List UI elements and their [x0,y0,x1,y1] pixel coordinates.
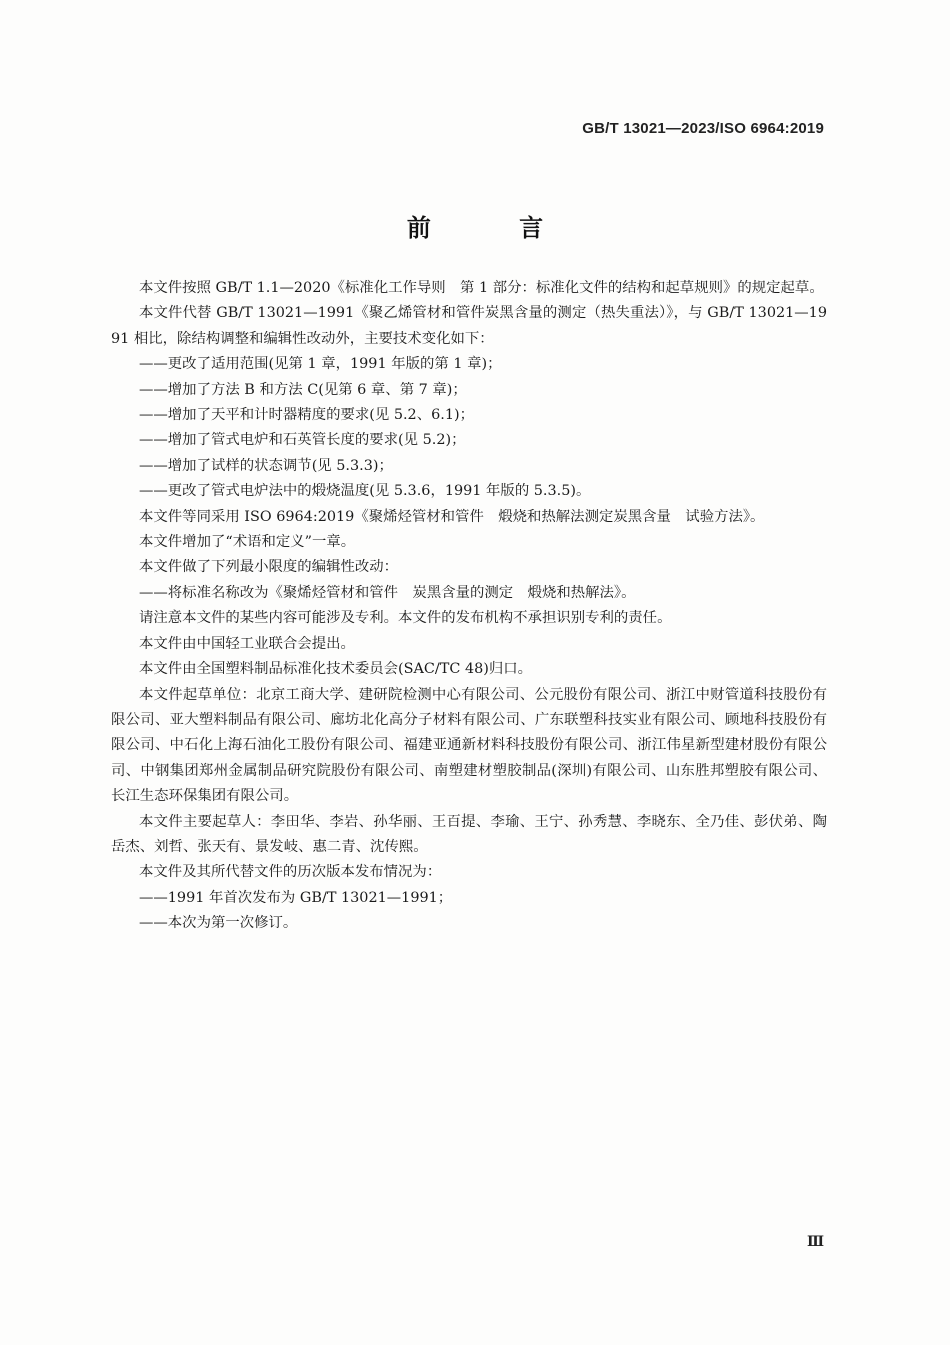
list-item: ——本次为第一次修订。 [139,915,298,932]
list-item: ——更改了适用范围(见第 1 章，1991 年版的第 1 章)； [139,356,502,373]
paragraph: 本文件代替 GB/T 13021—1991《聚乙烯管材和管件炭黑含量的测定（热失重法）》，与 GB/T 13021—1991 相比，除结构调整和编辑性改动外，主要技术变化如下： [111,305,827,347]
document-body [111,276,827,937]
list-item: ——增加了方法 B 和方法 C(见第 6 章、第 7 章)； [139,381,467,398]
paragraph: 本文件主要起草人：李田华、李岩、孙华丽、王百提、李瑜、王宁、孙秀慧、李晓东、全乃佳、彭伏弟、陶岳杰、刘哲、张天有、景发岐、惠二青、沈传熙。 [111,813,827,855]
standard-code: GB/T 13021—2023/ISO 6964:2019 [582,120,824,137]
list-item: ——增加了天平和计时器精度的要求(见 5.2、6.1)； [139,407,474,424]
list-item: ——增加了管式电炉和石英管长度的要求(见 5.2)； [139,432,466,449]
list-item: ——将标准名称改为《聚烯烃管材和管件 炭黑含量的测定 煅烧和热解法》。 [139,584,636,601]
paragraph: 本文件按照 GB/T 1.1—2020《标准化工作导则 第 1 部分：标准化文件的结构和起草规则》的规定起草。 [139,280,824,296]
paragraph: 本文件做了下列最小限度的编辑性改动： [139,559,399,576]
paragraph: 本文件由中国轻工业联合会提出。 [139,635,355,652]
list-item: ——增加了试样的状态调节(见 5.3.3)； [139,457,393,474]
list-item: ——更改了管式电炉法中的煅烧温度(见 5.3.6，1991 年版的 5.3.5)。 [139,483,591,500]
paragraph: 本文件及其所代替文件的历次版本发布情况为： [139,864,442,881]
paragraph: 本文件等同采用 ISO 6964:2019《聚烯烃管材和管件 煅烧和热解法测定炭黑含量 试验方法》。 [139,508,765,525]
paragraph: 请注意本文件的某些内容可能涉及专利。本文件的发布机构不承担识别专利的责任。 [139,610,672,627]
paragraph: 本文件增加了“术语和定义”一章。 [139,534,356,551]
list-item: ——1991 年首次发布为 GB/T 13021—1991； [139,889,453,906]
page-title: 前 言 [406,214,584,242]
page-number: Ⅲ [806,1234,824,1250]
paragraph: 本文件起草单位：北京工商大学、建研院检测中心有限公司、公元股份有限公司、浙江中财管道科技股份有限公司、亚大塑料制品有限公司、廊坊北化高分子材料有限公司、广东联塑科技实业有限公司、顾地科技股份有限公司、中石化上海石油化工股份有限公司、福建亚通新材料科技股份有限公司、浙江伟星新型建材股份有限公司、中钢集团郑州金属制品研究院股份有限公司、南塑建材塑胶制品(深圳)有限公司、山东胜邦塑胶有限公司、长江生态环保集团有限公司。 [111,686,827,805]
paragraph: 本文件由全国塑料制品标准化技术委员会(SAC/TC 48)归口。 [139,661,533,678]
